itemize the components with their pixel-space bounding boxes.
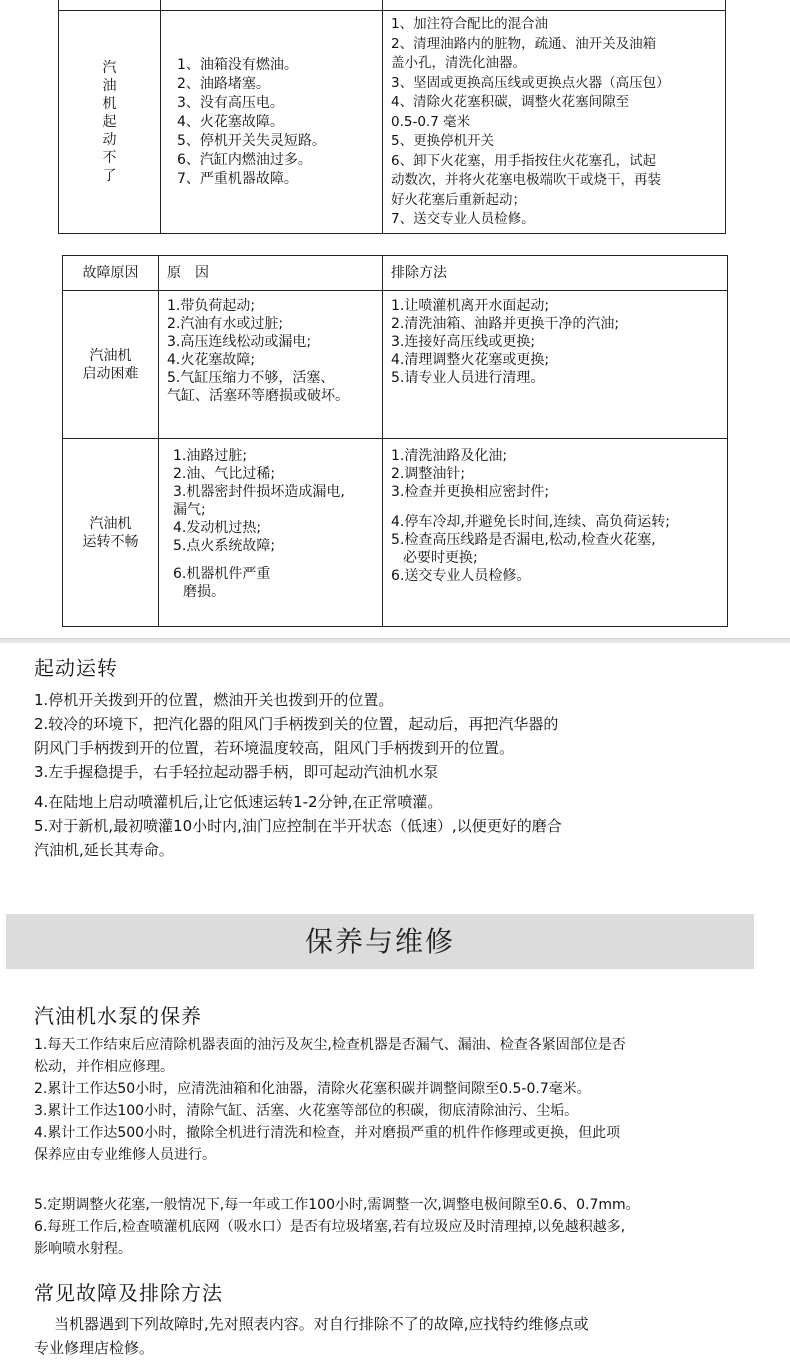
list-item: 3.累计工作达100小时，清除气缸、活塞、火花塞等部位的积碳，彻底清除油污、尘垢。 [34, 1103, 579, 1119]
maintenance-heading: 汽油机水泵的保养 [34, 1004, 202, 1028]
fault-cell: 汽油机 运转不畅 [63, 439, 159, 627]
startup-instructions [34, 688, 764, 862]
troubleshoot-heading: 常见故障及排除方法 [34, 1281, 223, 1305]
header-cause: 原 因 [159, 256, 383, 291]
list-item: 松动，并作相应修理。 [34, 1059, 174, 1075]
maintenance-instructions [34, 1034, 764, 1260]
fault-cell: 汽 油 机 起 动 不 了 [59, 11, 161, 234]
troubleshoot-intro: 当机器遇到下列故障时,先对照表内容。对自行排除不了的故障,应找特约维修点或 专业修理店检修。 [34, 1315, 589, 1357]
list-item: 汽油机,延长其寿命。 [34, 841, 174, 859]
list-item: 1.每天工作结束后应清除机器表面的油污及灰尘,检查机器是否漏气、漏油、检查各紧固部位是否 [34, 1037, 626, 1053]
header-fault: 故障原因 [63, 256, 159, 291]
cause-cell: 1、油箱没有燃油。 2、油路堵塞。 3、没有高压电。 4、火花塞故障。 5、停机开关失灵短路。 6、汽缸内燃油过多。 7、严重机器故障。 [161, 11, 383, 234]
solution-cell: 1.让喷灌机离开水面起动; 2.清洗油箱、油路并更换干净的汽油; 3.连接好高压线或更换; 4.清理调整火花塞或更换; 5.请专业人员进行清理。 [383, 291, 728, 439]
list-item: 影响喷水射程。 [34, 1241, 132, 1257]
list-item: 2.累计工作达50小时，应清洗油箱和化油器，清除火花塞积碳并调整间隙至0.5-0.7毫米。 [34, 1081, 591, 1097]
fault-table-start-run [62, 255, 728, 627]
list-item: 3.左手握稳提手，右手轻拉起动器手柄，即可起动汽油机水泵 [34, 763, 439, 781]
list-item: 4.累计工作达500小时，撤除全机进行清洗和检查，并对磨损严重的机件作修理或更换，但此项 [34, 1125, 621, 1141]
list-item: 4.在陆地上启动喷灌机后,让它低速运转1-2分钟,在正常喷灌。 [34, 793, 443, 811]
startup-heading: 起动运转 [34, 656, 118, 680]
list-item: 6.每班工作后,检查喷灌机底网（吸水口）是否有垃圾堵塞,若有垃圾应及时清理掉,以免越积越多, [34, 1219, 626, 1235]
fault-cell: 汽油机 启动困难 [63, 291, 159, 439]
header-solution: 排除方法 [383, 256, 728, 291]
maintenance-banner: 保养与维修 [6, 914, 754, 969]
list-item: 5.定期调整火花塞,一般情况下,每一年或工作100小时,需调整一次,调整电极间隙至0.6、0.7mm。 [34, 1197, 640, 1213]
cause-cell: 1.油路过脏; 2.油、气比过稀; 3.机器密封件损坏造成漏电, 漏气; 4.发动机过热; 5.点火系统故障; 6.机器机件严重 磨损。 [159, 439, 383, 627]
list-item: 阴风门手柄拨到开的位置，若环境温度较高，阻风门手柄拨到开的位置。 [34, 739, 515, 757]
list-item: 1.停机开关拨到开的位置，燃油开关也拨到开的位置。 [34, 691, 394, 709]
solution-cell: 1.清洗油路及化油; 2.调整油针; 3.检查并更换相应密封件; 4.停车冷却,并避免长时间,连续、高负荷运转; 5.检查高压线路是否漏电,松动,检查火花塞, 必要时更换; 6.送交专业人员检修。 [383, 439, 728, 627]
list-item: 保养应由专业维修人员进行。 [34, 1147, 216, 1163]
section-divider [0, 638, 790, 643]
cause-cell: 1.带负荷起动; 2.汽油有水或过脏; 3.高压连线松动或漏电; 4.火花塞故障; 5.气缸压缩力不够，活塞、 气缸、活塞环等磨损或破坏。 [159, 291, 383, 439]
list-item: 5.对于新机,最初喷灌10小时内,油门应控制在半开状态（低速）,以便更好的磨合 [34, 817, 562, 835]
list-item: 2.较冷的环境下，把汽化器的阻风门手柄拨到关的位置，起动后，再把汽华器的 [34, 715, 559, 733]
fault-table-engine-no-start [58, 0, 726, 234]
solution-cell: 1、加注符合配比的混合油 2、清理油路内的脏物，疏通、油开关及油箱 盖小孔，清洗化油器。 3、坚固或更换高压线或更换点火器（高压包） 4、清除火花塞积碳，调整火花塞间隙至 0.5-0.7 毫米 5、更换停机开关 6、卸下火花塞，用手指按住火花塞孔，试起 动数次，并将火花塞电极端吹干或烧干，再装 好火花塞后重新起动； 7、送交专业人员检修。 [383, 11, 726, 234]
